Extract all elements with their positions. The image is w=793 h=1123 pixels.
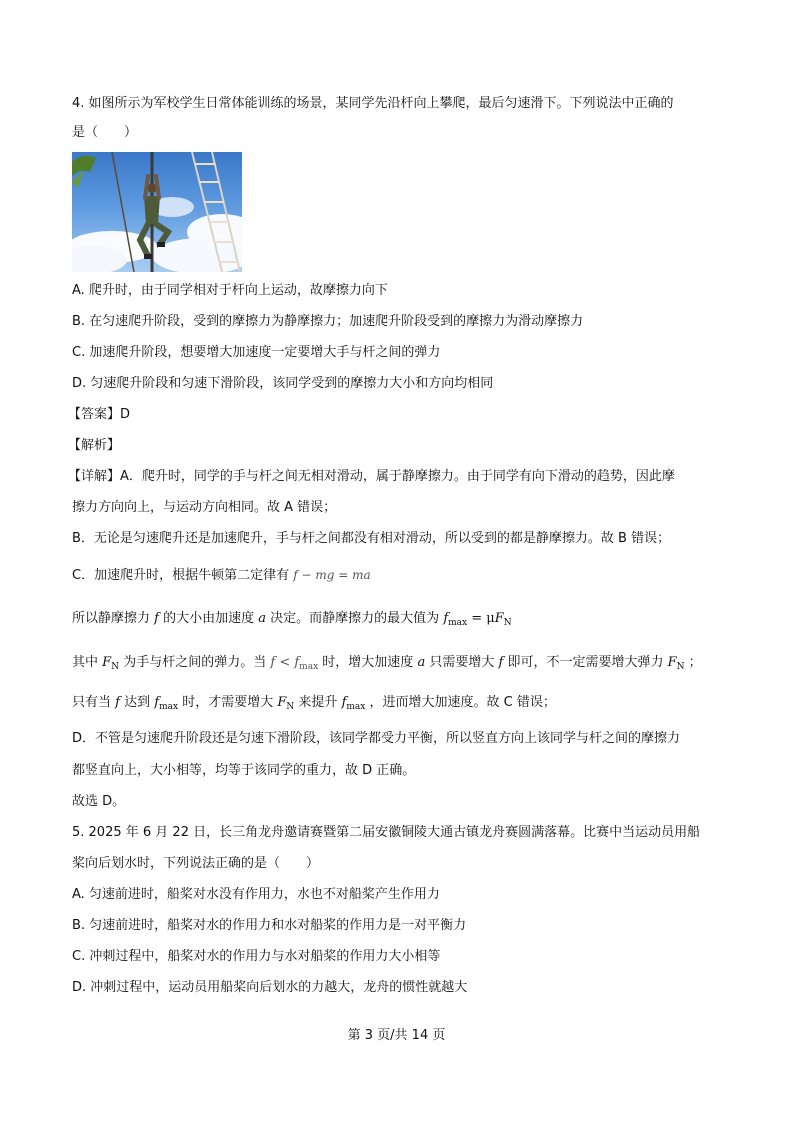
c-line2-text-c: 决定。而静摩擦力的最大值为 — [270, 611, 440, 626]
c-line3-text-b: 为手与杆之间的弹力。当 — [123, 655, 267, 670]
subscript-max: max — [159, 702, 179, 712]
fmax-equation — [443, 611, 511, 626]
subscript-max: max — [448, 618, 468, 628]
symbol-fmax — [154, 695, 178, 710]
q4-detail-c-line4 — [72, 694, 556, 716]
q5-option-c: C. 冲刺过程中，船桨对水的作用力与水对船桨的作用力大小相等 — [72, 949, 441, 964]
q4-detail-d-line1: D．不管是匀速爬升阶段还是匀速下滑阶段，该同学都受力平衡，所以竖直方向上该同学与杆之间的摩擦力 — [72, 731, 681, 746]
subscript-max: max — [299, 662, 319, 672]
q4-answer: 【答案】D — [68, 407, 131, 422]
q4-detail-c-line2 — [72, 610, 512, 632]
climbing-scene-illustration — [72, 152, 242, 272]
symbol-fmax — [342, 695, 366, 710]
q5-option-b: B. 匀速前进时，船桨对水的作用力和水对船桨的作用力是一对平衡力 — [72, 918, 467, 933]
q4-option-b: B. 在匀速爬升阶段，受到的摩擦力为静摩擦力；加速爬升阶段受到的摩擦力为滑动摩擦力 — [72, 314, 584, 329]
q5-option-d: D. 冲刺过程中，运动员用船桨向后划水的力越大，龙舟的惯性就越大 — [72, 980, 468, 995]
q4-detail-a-line2: 擦力方向向上，与运动方向相同。故 A 错误； — [72, 500, 337, 515]
q5-option-a: A. 匀速前进时，船桨对水没有作用力，水也不对船桨产生作用力 — [72, 887, 440, 902]
subscript-max: max — [346, 702, 366, 712]
symbol-f: f — [294, 655, 300, 670]
subscript-N: N — [111, 662, 120, 672]
c-line3-text-a: 其中 — [72, 655, 99, 670]
c-line4-text-a: 只有当 — [72, 695, 112, 710]
c-line3-text-c: 时，增大加速度 — [322, 655, 414, 670]
equals-mu: = μ — [471, 611, 495, 626]
c-line2-text-b: 的大小由加速度 — [163, 611, 255, 626]
q4-conclusion: 故选 D。 — [72, 794, 126, 809]
symbol-f: f — [498, 655, 504, 670]
c-line3-text-f: ； — [688, 655, 702, 670]
subscript-N: N — [503, 618, 512, 628]
q4-analysis-label: 【解析】 — [68, 438, 121, 453]
q4-detail-a-line1: 【详解】A．爬升时，同学的手与杆之间无相对滑动，属于静摩擦力。由于同学有向下滑动的趋势，因此摩 — [68, 469, 675, 484]
symbol-f: f — [270, 655, 276, 670]
symbol-a: a — [417, 655, 426, 670]
c-line4-text-c: 时，才需要增大 — [182, 695, 274, 710]
q5-stem-line2: 桨向后划水时，下列说法正确的是（ ） — [72, 856, 320, 871]
c-line1-text: C．加速爬升时，根据牛顿第二定律有 — [72, 568, 290, 583]
symbol-f: f — [154, 695, 160, 710]
climbing-training-photo — [72, 152, 242, 272]
page-footer: 第 3 页/共 14 页 — [347, 1028, 446, 1043]
symbol-FN — [102, 655, 119, 670]
q4-stem-line1: 4. 如图所示为军校学生日常体能训练的场景，某同学先沿杆向上攀爬，最后匀速滑下。下列说法中正确的 — [72, 96, 674, 111]
f-less-than-fmax — [270, 655, 318, 670]
c-line4-text-e: ，进而增大加速度。故 C 错误； — [369, 695, 556, 710]
c-line3-text-d: 只需要增大 — [429, 655, 495, 670]
newton-second-law-equation: f − mg = ma — [293, 568, 371, 582]
subscript-N: N — [286, 702, 295, 712]
q4-stem-line2: 是（ ） — [72, 125, 138, 140]
symbol-f: f — [341, 695, 347, 710]
c-line4-text-d: 来提升 — [298, 695, 338, 710]
less-than: < — [279, 655, 291, 670]
q4-detail-d-line2: 都竖直向上，大小相等，均等于该同学的重力，故 D 正确。 — [72, 763, 416, 778]
q4-option-c: C. 加速爬升阶段，想要增大加速度一定要增大手与杆之间的弹力 — [72, 345, 441, 360]
c-line3-text-e: 即可，不一定需要增大弹力 — [507, 655, 664, 670]
symbol-F: F — [494, 611, 504, 626]
symbol-FN — [277, 695, 294, 710]
symbol-FN — [668, 655, 685, 670]
q4-detail-c-line1 — [72, 566, 371, 585]
symbol-f: f — [115, 695, 120, 710]
q4-option-a: A. 爬升时，由于同学相对于杆向上运动，故摩擦力向下 — [72, 283, 388, 298]
q4-detail-c-line3 — [72, 654, 702, 676]
q4-option-d: D. 匀速爬升阶段和匀速下滑阶段，该同学受到的摩擦力大小和方向均相同 — [72, 376, 494, 391]
symbol-F: F — [277, 695, 287, 710]
symbol-F: F — [102, 655, 112, 670]
symbol-f: f — [154, 611, 159, 626]
q4-detail-b-line: B．无论是匀速爬升还是加速爬升，手与杆之间都没有相对滑动，所以受到的都是静摩擦力。故 B 错误； — [72, 531, 671, 546]
symbol-f-max: f — [443, 611, 449, 626]
symbol-a: a — [258, 611, 267, 626]
c-line4-text-b: 达到 — [124, 695, 151, 710]
symbol-F: F — [667, 655, 677, 670]
q5-stem-line1: 5. 2025 年 6 月 22 日，长三角龙舟邀请赛暨第二届安徽铜陵大通古镇龙舟赛圆满落幕。比赛中当运动员用船 — [72, 825, 701, 840]
subscript-N: N — [676, 662, 685, 672]
c-line2-text-a: 所以静摩擦力 — [72, 611, 151, 626]
